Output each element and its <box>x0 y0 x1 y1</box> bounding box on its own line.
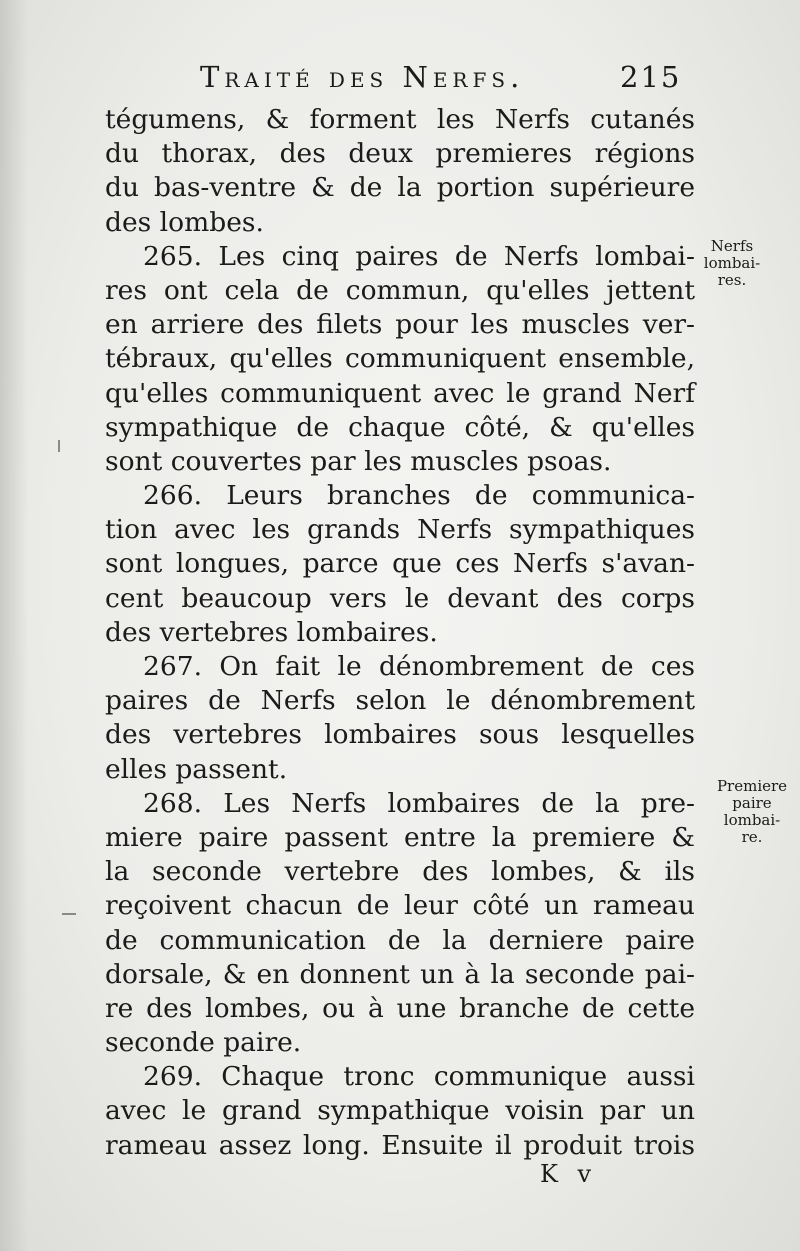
text-line: la seconde vertebre des lombes, & ils <box>105 856 695 888</box>
text-line: des vertebres lombaires. <box>105 616 438 648</box>
paragraph-268-start: 268. Les Nerfs lombaires de la pre- <box>143 787 695 819</box>
paragraph-265-start: 265. Les cinq paires de Nerfs lombai- <box>143 240 695 272</box>
text-line: miere paire passent entre la premiere & <box>105 821 695 853</box>
body-text <box>105 103 695 1163</box>
page-header <box>200 58 700 98</box>
paragraph-269-start: 269. Chaque tronc communique aussi <box>143 1061 695 1093</box>
margin-note-first-lumbar-pair <box>704 778 800 846</box>
signature-mark: K v <box>540 1160 598 1188</box>
margin-note-line: Premiere <box>716 777 788 795</box>
margin-note-line: lombai- <box>703 254 761 272</box>
text-line: tégumens, & forment les Nerfs cutanés <box>105 104 695 135</box>
text-line: seconde paire. <box>105 1027 302 1059</box>
margin-note-line: paire <box>732 794 772 812</box>
text-line: paires de Nerfs selon le dénombrement <box>105 685 695 717</box>
text-line: elles passent. <box>105 753 288 785</box>
text-line: reçoivent chacun de leur côté un rameau <box>105 890 695 922</box>
text-line: avec le grand sympathique voisin par un <box>105 1095 695 1127</box>
text-line: rameau assez long. Ensuite il produit trois <box>105 1129 695 1161</box>
ink-speck <box>58 440 60 452</box>
margin-note-line: re. <box>741 828 763 846</box>
text-line: res ont cela de commun, qu'elles jettent <box>105 274 695 306</box>
paragraph-266-start: 266. Leurs branches de communica- <box>143 480 695 512</box>
text-line: re des lombes, ou à une branche de cette <box>105 992 695 1024</box>
page-number: 215 <box>620 60 682 94</box>
text-line: sont longues, parce que ces Nerfs s'avan- <box>105 548 695 580</box>
text-line: tébraux, qu'elles communiquent ensemble, <box>105 343 695 375</box>
text-line: tion avec les grands Nerfs sympathiques <box>105 514 695 546</box>
text-line: du bas-ventre & de la portion supérieure <box>105 172 695 204</box>
text-line: dorsale, & en donnent un à la seconde pai- <box>105 958 695 990</box>
gutter-shadow <box>0 0 28 1251</box>
text-line: des vertebres lombaires sous lesquelles <box>105 719 695 751</box>
ink-speck <box>62 913 76 915</box>
margin-note-lumbar-nerves <box>692 238 772 289</box>
text-line: sont couvertes par les muscles psoas. <box>105 445 612 477</box>
margin-note-line: Nerfs <box>710 237 754 255</box>
text-line: en arriere des filets pour les muscles ver- <box>105 309 695 341</box>
text-line: cent beaucoup vers le devant des corps <box>105 582 695 614</box>
margin-note-line: res. <box>717 271 747 289</box>
paragraph-267-start: 267. On fait le dénombrement de ces <box>143 651 695 682</box>
text-line: des lombes. <box>105 206 264 238</box>
text-line: qu'elles communiquent avec le grand Nerf <box>105 377 695 409</box>
margin-note-line: lombai- <box>723 811 781 829</box>
running-title: Traité des Nerfs. <box>200 60 525 94</box>
text-line: du thorax, des deux premieres régions <box>105 138 695 170</box>
text-line: de communication de la derniere paire <box>105 924 695 956</box>
text-line: sympathique de chaque côté, & qu'elles <box>105 411 695 443</box>
